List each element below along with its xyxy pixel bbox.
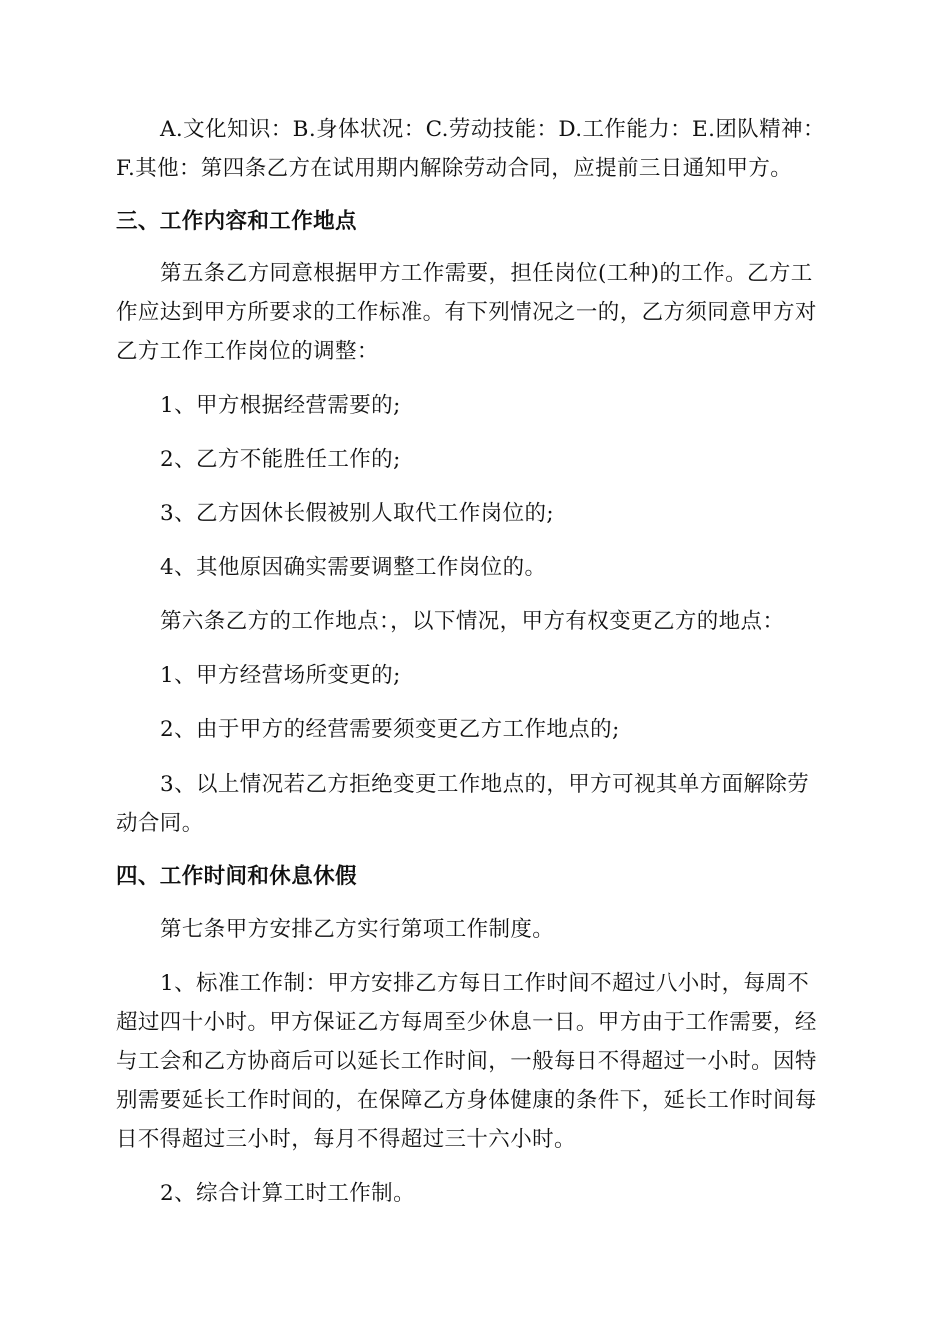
paragraph-line: 第六条乙方的工作地点：，以下情况，甲方有权变更乙方的地点： (160, 609, 785, 634)
paragraph-line: 第五条乙方同意根据甲方工作需要，担任岗位(工种)的工作。乙方工 (160, 261, 813, 286)
paragraph-line: 动合同。 (116, 811, 204, 836)
paragraph-line: 日不得超过三小时，每月不得超过三十六小时。 (116, 1127, 576, 1152)
list-item: 1、甲方根据经营需要的; (160, 393, 401, 418)
paragraph-line: A.文化知识：B.身体状况：C.劳动技能：D.工作能力：E.团队精神： (160, 117, 825, 142)
list-item: 3、乙方因休长假被别人取代工作岗位的; (160, 501, 555, 526)
paragraph-line: 与工会和乙方协商后可以延长工作时间，一般每日不得超过一小时。因特 (116, 1049, 817, 1074)
paragraph-line: F.其他：第四条乙方在试用期内解除劳动合同，应提前三日通知甲方。 (116, 156, 793, 181)
list-item: 2、乙方不能胜任工作的; (160, 447, 401, 472)
list-item: 1、甲方经营场所变更的; (160, 663, 401, 688)
section-heading: 三、工作内容和工作地点 (116, 209, 357, 234)
list-item: 4、其他原因确实需要调整工作岗位的。 (160, 555, 547, 580)
paragraph-line: 超过四十小时。甲方保证乙方每周至少休息一日。甲方由于工作需要，经 (116, 1010, 817, 1035)
list-item: 2、综合计算工时工作制。 (160, 1181, 415, 1206)
paragraph-line: 作应达到甲方所要求的工作标准。有下列情况之一的，乙方须同意甲方对 (116, 300, 817, 325)
paragraph-line: 第七条甲方安排乙方实行第项工作制度。 (160, 917, 555, 942)
paragraph-line: 乙方工作工作岗位的调整： (116, 339, 379, 364)
paragraph-line: 别需要延长工作时间的，在保障乙方身体健康的条件下，延长工作时间每 (116, 1088, 817, 1113)
list-item: 1、标准工作制：甲方安排乙方每日工作时间不超过八小时，每周不 (160, 971, 810, 996)
list-item: 3、以上情况若乙方拒绝变更工作地点的，甲方可视其单方面解除劳 (160, 772, 810, 797)
list-item: 2、由于甲方的经营需要须变更乙方工作地点的; (160, 717, 620, 742)
section-heading: 四、工作时间和休息休假 (116, 864, 357, 889)
